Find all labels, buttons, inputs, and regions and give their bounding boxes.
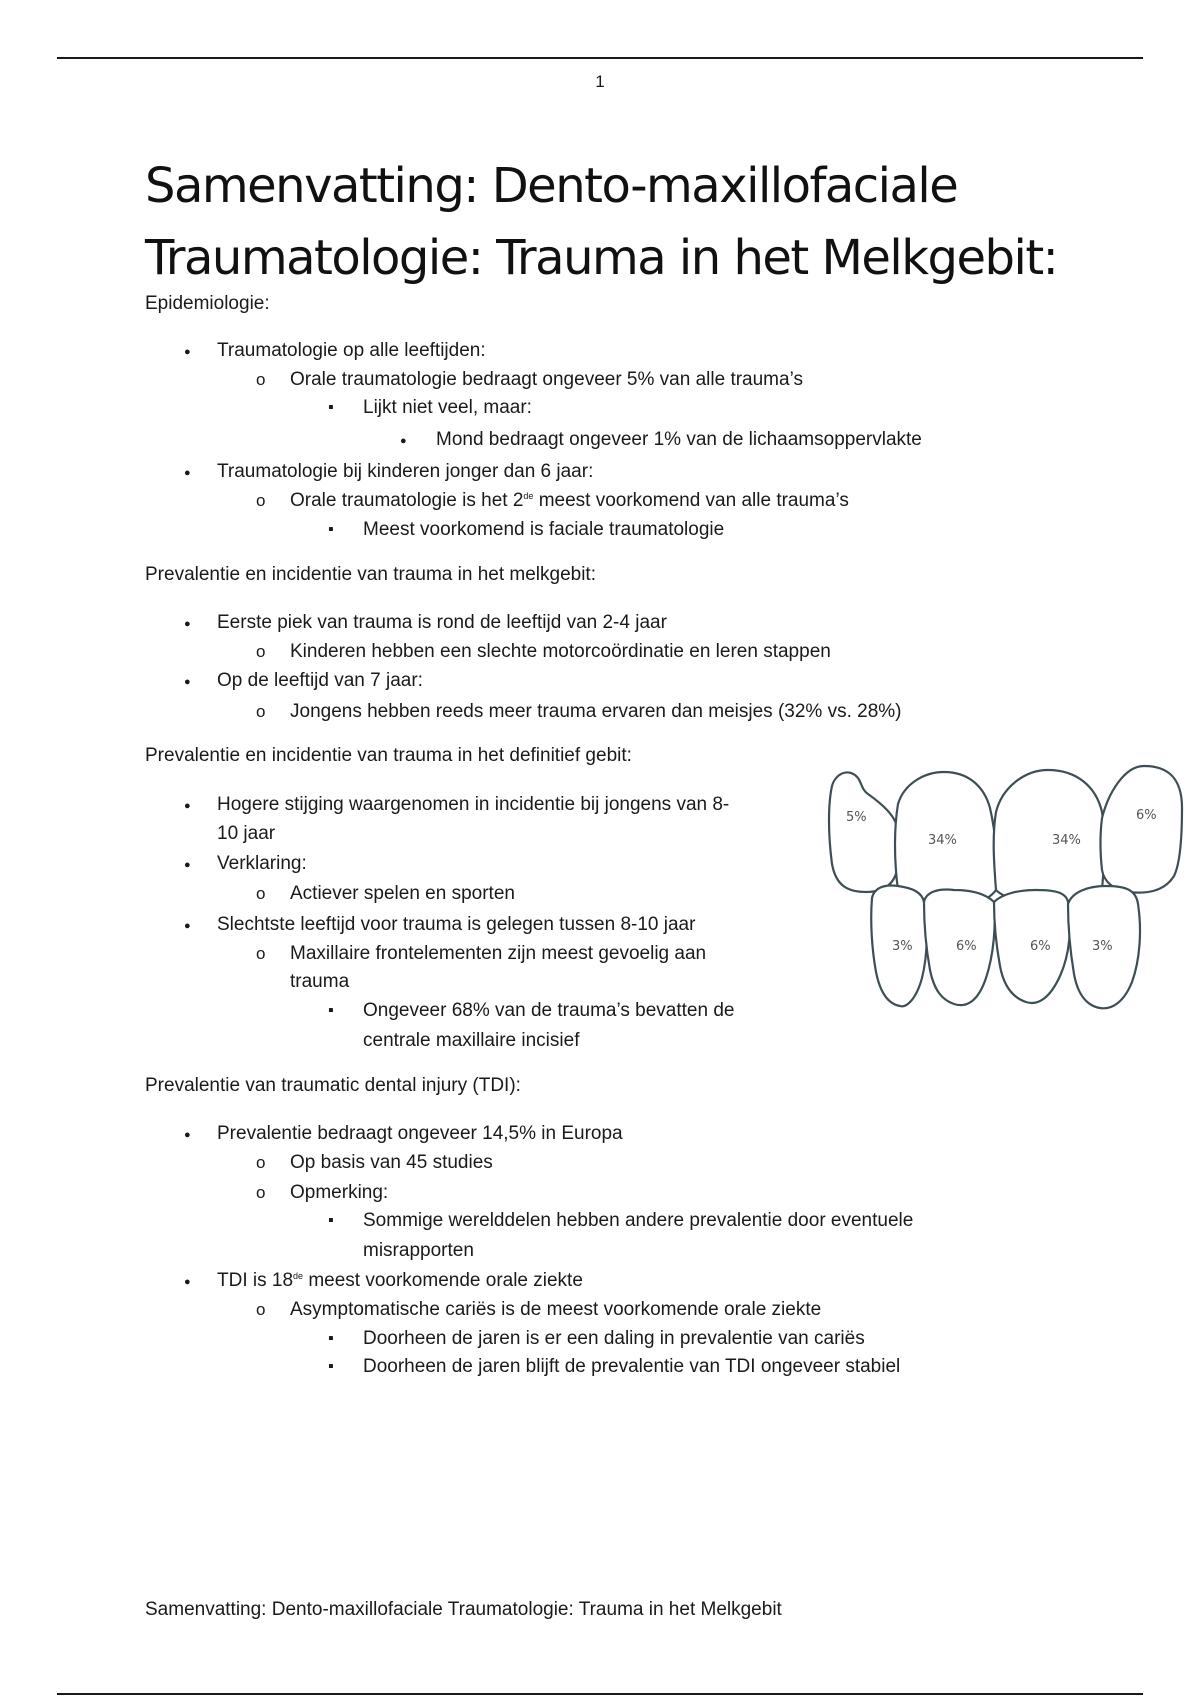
bullet-square bbox=[328, 1207, 334, 1235]
page-title bbox=[145, 150, 1075, 294]
list-item: Slechtste leeftijd voor trauma is gelegen tussen 8-10 jaar bbox=[217, 914, 696, 935]
bullet-circle bbox=[256, 880, 265, 909]
bullet-square bbox=[328, 1325, 334, 1353]
list-item: Verklaring: bbox=[217, 853, 307, 874]
top-rule bbox=[57, 57, 1143, 59]
list-item: Op de leeftijd van 7 jaar: bbox=[217, 670, 423, 691]
list-item: Doorheen de jaren blijft de prevalentie van TDI ongeveer stabiel bbox=[363, 1356, 901, 1377]
list-item: Meest voorkomend is faciale traumatologie bbox=[363, 519, 725, 540]
list-item: Kinderen hebben een slechte motorcoördinatie en leren stappen bbox=[290, 641, 831, 662]
list-item: Orale traumatologie bedraagt ongeveer 5% van alle trauma’s bbox=[290, 369, 803, 390]
list-item: Lijkt niet veel, maar: bbox=[363, 397, 532, 418]
bottom-rule bbox=[57, 1693, 1143, 1695]
tooth-label: 6% bbox=[1136, 808, 1157, 823]
bullet-circle bbox=[256, 1296, 265, 1325]
teeth-outlines bbox=[829, 766, 1182, 1008]
tooth-label: 3% bbox=[892, 939, 913, 954]
text-segment: meest voorkomend van alle trauma’s bbox=[533, 490, 849, 511]
list-item: Doorheen de jaren is er een daling in prevalentie van cariës bbox=[363, 1328, 865, 1349]
bullet-square bbox=[328, 997, 334, 1025]
tooth-lateral-incisor-right bbox=[829, 772, 898, 892]
tooth-label: 6% bbox=[1030, 939, 1051, 954]
bullet-disc bbox=[400, 426, 407, 455]
tooth-label: 3% bbox=[1092, 939, 1113, 954]
list-item: Opmerking: bbox=[290, 1182, 389, 1203]
bullet-disc bbox=[184, 850, 191, 879]
list-item: Maxillaire frontelementen zijn meest gevoelig aan bbox=[290, 943, 707, 964]
superscript: de bbox=[523, 491, 534, 501]
section-heading-tdi: Prevalentie van traumatic dental injury (TDI): bbox=[145, 1075, 521, 1096]
section-heading-permanent-teeth: Prevalentie en incidentie van trauma in het definitief gebit: bbox=[145, 745, 632, 766]
bullet-circle bbox=[256, 1149, 265, 1178]
text-segment: meest voorkomende orale ziekte bbox=[303, 1270, 583, 1291]
list-item: Ongeveer 68% van de trauma’s bevatten de bbox=[363, 1000, 735, 1021]
list-item: Eerste piek van trauma is rond de leeftijd van 2-4 jaar bbox=[217, 612, 667, 633]
bullet-disc bbox=[184, 791, 191, 820]
list-item: Mond bedraagt ongeveer 1% van de lichaamsoppervlakte bbox=[436, 429, 922, 450]
list-item: Prevalentie bedraagt ongeveer 14,5% in Europa bbox=[217, 1123, 623, 1144]
text-segment: TDI is 18 bbox=[217, 1270, 294, 1291]
bullet-circle bbox=[256, 940, 265, 969]
list-item: Hogere stijging waargenomen in incidentie bij jongens van 8- bbox=[217, 794, 730, 815]
list-item-continuation: centrale maxillaire incisief bbox=[363, 1030, 580, 1051]
section-heading-milk-teeth: Prevalentie en incidentie van trauma in het melkgebit: bbox=[145, 564, 596, 585]
page-number: 1 bbox=[595, 72, 605, 91]
list-item: Jongens hebben reeds meer trauma ervaren dan meisjes (32% vs. 28%) bbox=[290, 701, 902, 722]
bullet-square bbox=[328, 516, 334, 544]
list-item: Actiever spelen en sporten bbox=[290, 883, 515, 904]
tooth-lateral-incisor-left bbox=[1101, 766, 1183, 893]
list-item: Traumatologie bij kinderen jonger dan 6 jaar: bbox=[217, 461, 594, 482]
tooth-label: 6% bbox=[956, 939, 977, 954]
bullet-square bbox=[328, 1353, 334, 1381]
title-line-2: Traumatologie: Trauma in het Melkgebit: bbox=[145, 230, 1058, 286]
list-item bbox=[217, 1267, 583, 1295]
list-item: Asymptomatische cariës is de meest voorkomende orale ziekte bbox=[290, 1299, 822, 1320]
bullet-disc bbox=[184, 1267, 191, 1296]
tooth-label: 34% bbox=[1052, 833, 1081, 848]
bullet-disc bbox=[184, 609, 191, 638]
list-item-continuation: misrapporten bbox=[363, 1240, 474, 1261]
bullet-disc bbox=[184, 911, 191, 940]
superscript: de bbox=[293, 1271, 304, 1281]
list-item: Sommige werelddelen hebben andere prevalentie door eventuele bbox=[363, 1210, 914, 1231]
tooth-label: 34% bbox=[928, 833, 957, 848]
teeth-trauma-diagram bbox=[826, 764, 1186, 1018]
list-item: Traumatologie op alle leeftijden: bbox=[217, 340, 486, 361]
bullet-circle bbox=[256, 638, 265, 667]
tooth-label: 5% bbox=[846, 810, 867, 825]
bullet-circle bbox=[256, 366, 265, 395]
bullet-circle bbox=[256, 1179, 265, 1208]
list-item: Op basis van 45 studies bbox=[290, 1152, 493, 1173]
bullet-circle bbox=[256, 698, 265, 727]
tooth-central-incisor-left bbox=[994, 770, 1105, 905]
text-segment: Orale traumatologie is het 2 bbox=[290, 490, 524, 511]
bullet-disc bbox=[184, 458, 191, 487]
bullet-disc bbox=[184, 337, 191, 366]
section-heading-epidemiology: Epidemiologie: bbox=[145, 293, 270, 314]
bullet-disc bbox=[184, 667, 191, 696]
list-item-continuation: trauma bbox=[290, 971, 350, 992]
bullet-circle bbox=[256, 487, 265, 516]
title-line-1: Samenvatting: Dento-maxillofaciale bbox=[145, 158, 958, 214]
page-footer: Samenvatting: Dento-maxillofaciale Traumatologie: Trauma in het Melkgebit bbox=[145, 1599, 782, 1620]
bullet-disc bbox=[184, 1120, 191, 1149]
list-item bbox=[290, 487, 849, 515]
bullet-square bbox=[328, 394, 334, 422]
list-item-continuation: 10 jaar bbox=[217, 823, 276, 844]
